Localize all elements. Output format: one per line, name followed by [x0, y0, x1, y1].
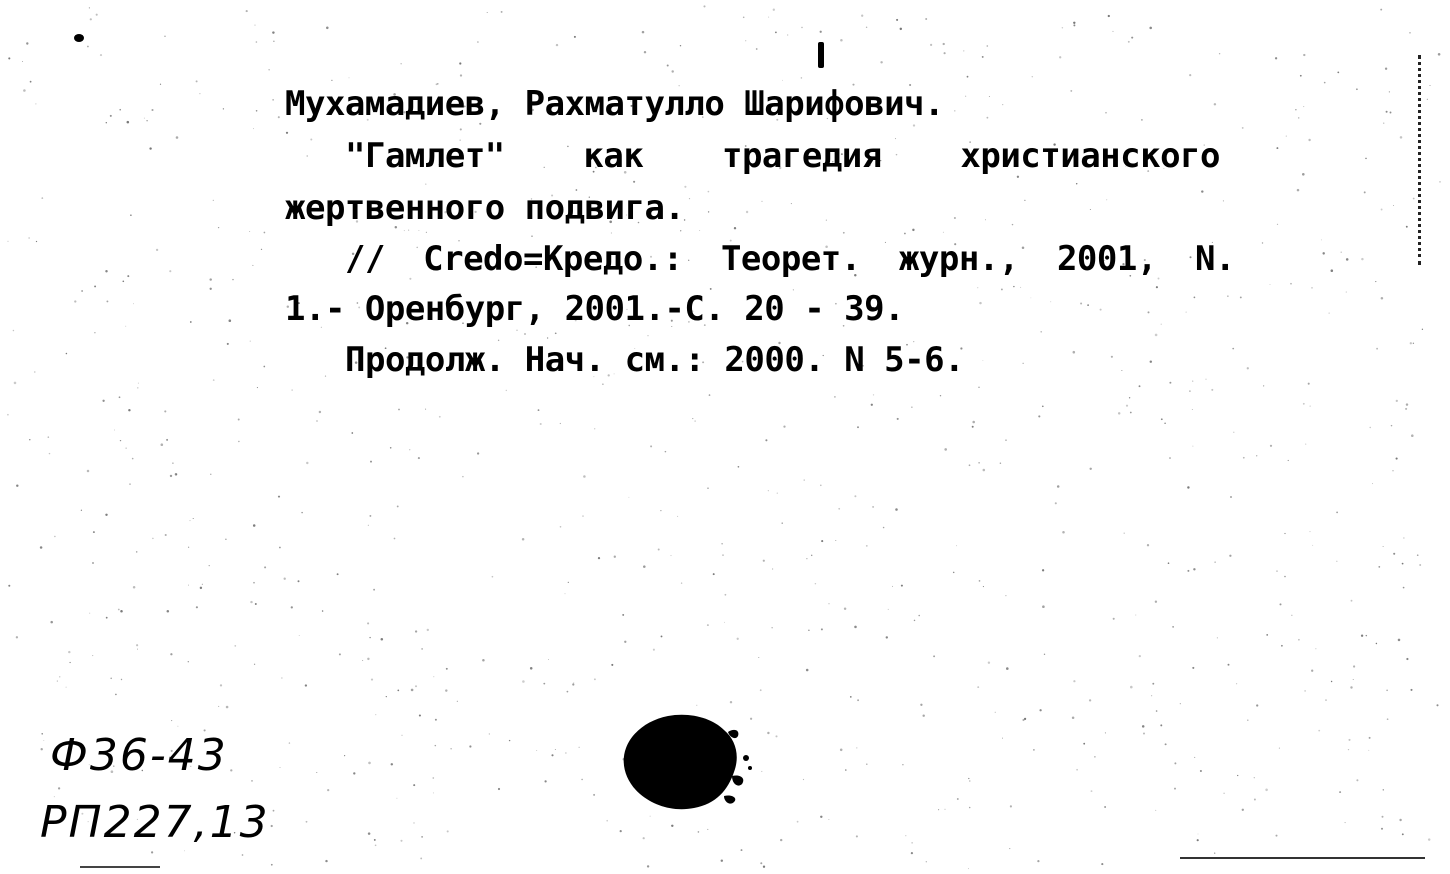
source-word: журн.,: [898, 239, 1019, 279]
source-word: Теорет.: [720, 239, 861, 279]
handwritten-shelf-mark: Ф36-43: [50, 730, 228, 781]
continuation-note: Продолж. Нач. см.: 2000. N 5-6.: [345, 340, 965, 380]
ink-dot-mark: [74, 34, 84, 42]
ink-blot-stamp: [620, 712, 760, 812]
card-bottom-rule: [1180, 857, 1425, 859]
title-word: христианского: [960, 136, 1220, 176]
source-word: Credo=Кредо.:: [423, 239, 683, 279]
title-line-2: жертвенного подвига.: [285, 188, 685, 228]
ink-tick-mark: [818, 42, 824, 68]
source-line-2: 1.- Оренбург, 2001.-С. 20 - 39.: [285, 289, 905, 329]
title-word: "Гамлет": [345, 136, 505, 176]
card-edge-dotted-rule: [1418, 55, 1424, 265]
source-line-1: [345, 239, 1235, 279]
source-word: 2001,: [1056, 239, 1157, 279]
card-bottom-rule-left: [80, 866, 160, 868]
title-word: трагедия: [721, 136, 882, 176]
title-word: как: [583, 136, 644, 176]
author-line: Мухамадиев, Рахматулло Шарифович.: [285, 84, 945, 124]
title-line-1: [345, 136, 1220, 176]
source-word: N.: [1194, 239, 1235, 279]
source-word: //: [345, 239, 385, 279]
handwritten-code: РП227,13: [40, 797, 270, 848]
